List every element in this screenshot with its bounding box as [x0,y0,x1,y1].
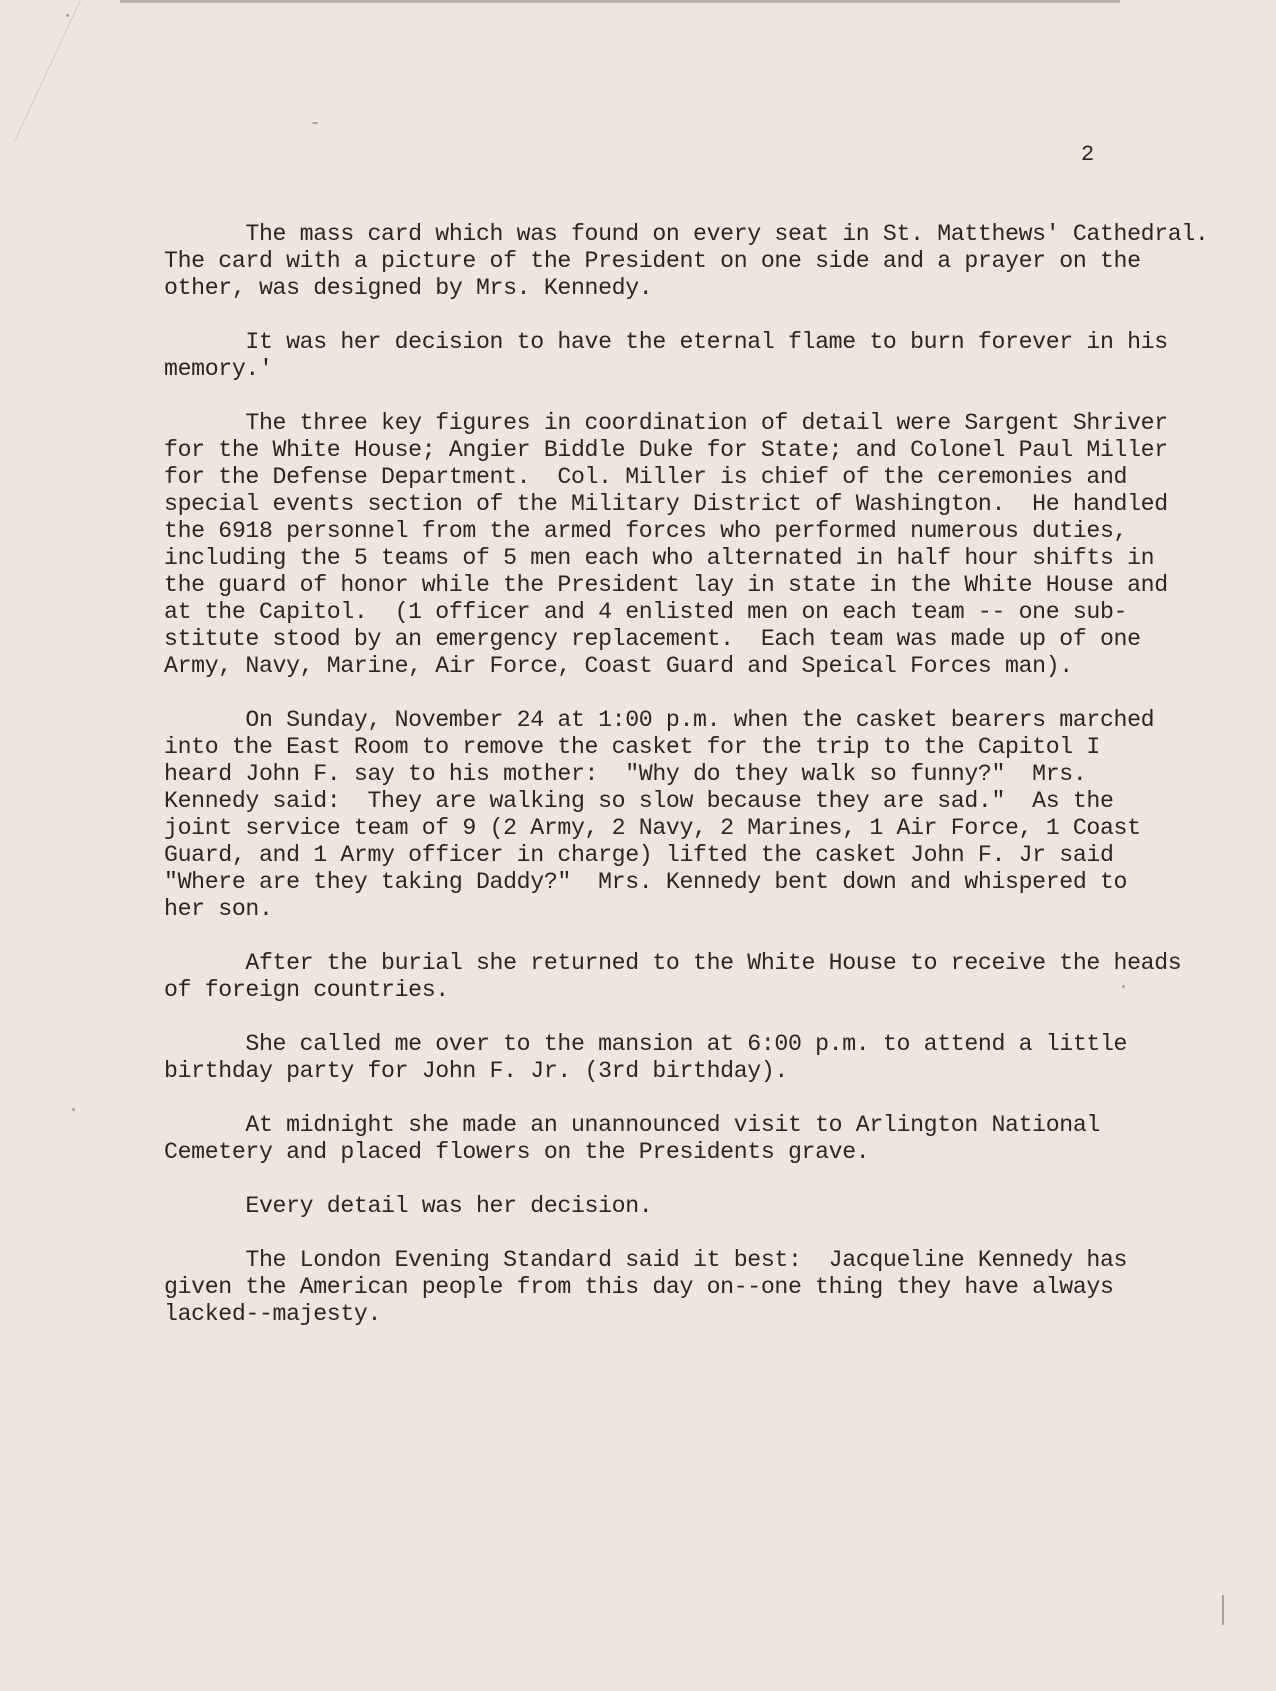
text-line: The three key figures in coordination of detail were Sargent Shriver [164,410,1168,436]
paragraph [164,1193,1214,1220]
page-top-edge [120,0,1120,3]
text-line: At midnight she made an unannounced visit to Arlington National [164,1112,1100,1138]
text-line: given the American people from this day on--one thing they have always [164,1274,1114,1300]
document-body [164,221,1214,1355]
text-line: Army, Navy, Marine, Air Force, Coast Guard and Speical Forces man). [164,653,1073,679]
paragraph [164,707,1214,923]
ink-speck [1222,1595,1224,1625]
text-line: heard John F. say to his mother: "Why do they walk so funny?" Mrs. [164,761,1087,787]
text-line: Guard, and 1 Army officer in charge) lifted the casket John F. Jr said [164,842,1114,868]
text-line: The card with a picture of the President on one side and a prayer on the [164,248,1141,274]
paragraph [164,950,1214,1004]
text-line: She called me over to the mansion at 6:00 p.m. to attend a little [164,1031,1128,1057]
text-line: The London Evening Standard said it best: Jacqueline Kennedy has [164,1247,1128,1273]
text-line: "Where are they taking Daddy?" Mrs. Kennedy bent down and whispered to [164,869,1128,895]
paragraph [164,329,1214,383]
ink-speck [72,1108,75,1111]
paragraph [164,410,1214,680]
text-line: On Sunday, November 24 at 1:00 p.m. when the casket bearers marched [164,707,1155,733]
text-line: of foreign countries. [164,977,449,1003]
text-line: stitute stood by an emergency replacement. Each team was made up of one [164,626,1141,652]
text-line: including the 5 teams of 5 men each who alternated in half hour shifts in [164,545,1155,571]
text-line: at the Capitol. (1 officer and 4 enlisted men on each team -- one sub- [164,599,1128,625]
ink-speck [312,122,318,124]
text-line: After the burial she returned to the White House to receive the heads [164,950,1182,976]
paragraph [164,1112,1214,1166]
text-line: other, was designed by Mrs. Kennedy. [164,275,653,301]
text-line: joint service team of 9 (2 Army, 2 Navy, 2 Marines, 1 Air Force, 1 Coast [164,815,1141,841]
text-line: her son. [164,896,273,922]
text-line: The mass card which was found on every seat in St. Matthews' Cathedral. [164,221,1209,247]
text-line: for the Defense Department. Col. Miller is chief of the ceremonies and [164,464,1128,490]
paragraph [164,221,1214,302]
text-line: memory.' [164,356,273,382]
text-line: Kennedy said: They are walking so slow because they are sad." As the [164,788,1114,814]
text-line: birthday party for John F. Jr. (3rd birthday). [164,1058,788,1084]
text-line: special events section of the Military District of Washington. He handled [164,491,1168,517]
page-fold-mark [0,0,81,140]
text-line: the 6918 personnel from the armed forces who performed numerous duties, [164,518,1128,544]
text-line: lacked--majesty. [164,1301,382,1327]
ink-speck [66,14,69,17]
text-line: into the East Room to remove the casket for the trip to the Capitol I [164,734,1100,760]
text-line: the guard of honor while the President lay in state in the White House and [164,572,1168,598]
text-line: for the White House; Angier Biddle Duke for State; and Colonel Paul Miller [164,437,1168,463]
page-number: 2 [1081,142,1095,167]
text-line: It was her decision to have the eternal flame to burn forever in his [164,329,1168,355]
text-line: Every detail was her decision. [164,1193,653,1219]
text-line: Cemetery and placed flowers on the Presidents grave. [164,1139,870,1165]
paragraph [164,1247,1214,1328]
paragraph [164,1031,1214,1085]
